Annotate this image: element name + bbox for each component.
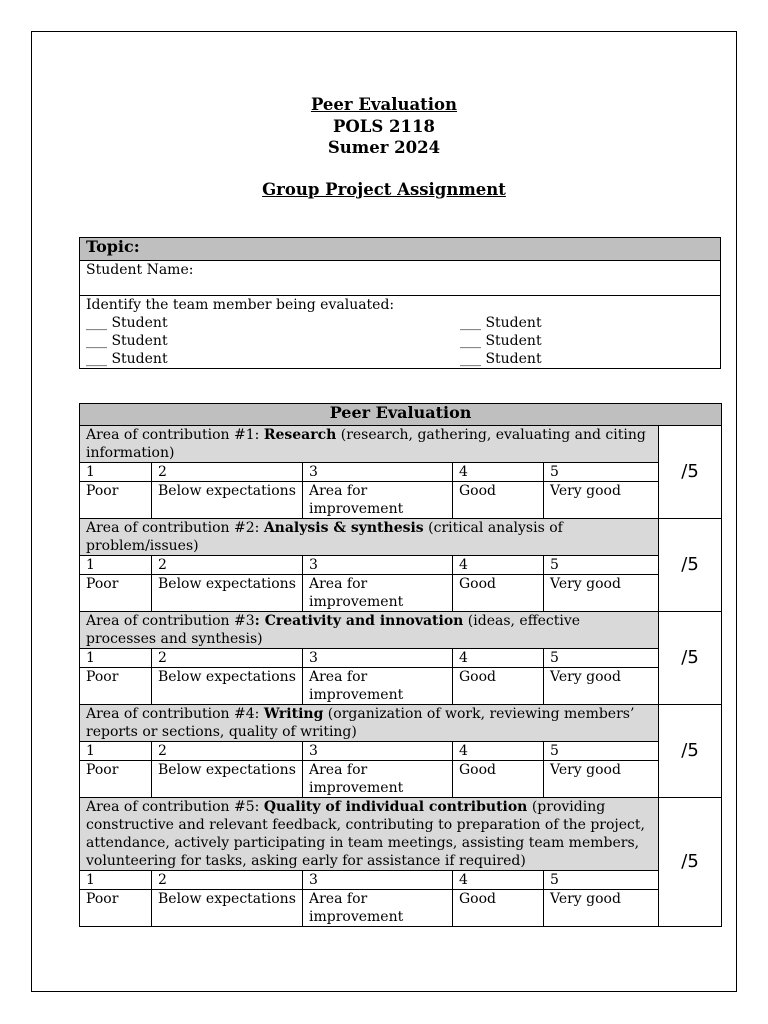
area-name: Quality of individual contribution [263, 799, 528, 815]
scale-label: Good [453, 482, 544, 519]
area-desc: (research, gathering, evaluating and citing information) [86, 427, 646, 461]
member-selection-cell [80, 296, 721, 369]
member-option: ___ Student [86, 333, 168, 349]
scale-number: 4 [453, 463, 544, 482]
scale-number: 4 [453, 556, 544, 575]
topic-table [79, 237, 721, 369]
scale-number: 1 [80, 649, 152, 668]
assignment-title: Group Project Assignment [262, 180, 506, 199]
area-name: Analysis & synthesis [263, 520, 424, 536]
member-option: ___ Student [460, 351, 542, 367]
scale-label: Good [453, 668, 544, 705]
scale-number: 5 [544, 556, 659, 575]
peer-evaluation-table [79, 403, 722, 927]
peer-table-title: Peer Evaluation [80, 404, 722, 426]
area-prefix: Area of contribution #3 [86, 613, 255, 629]
area-prefix: Area of contribution #2: [86, 520, 264, 536]
scale-number: 2 [152, 463, 303, 482]
member-option: ___ Student [460, 315, 542, 331]
area-description [80, 519, 659, 556]
scale-number: 5 [544, 742, 659, 761]
area-score: /5 [659, 705, 722, 798]
course-code: POLS 2118 [333, 117, 435, 136]
scale-number: 1 [80, 556, 152, 575]
area-desc: (ideas, effective processes and synthesis) [86, 613, 581, 647]
scale-number: 2 [152, 556, 303, 575]
scale-label: Good [453, 761, 544, 798]
scale-number: 2 [152, 649, 303, 668]
scale-number: 1 [80, 463, 152, 482]
scale-label: Below expectations [152, 482, 303, 519]
scale-label: Good [453, 575, 544, 612]
area-desc: (organization of work, reviewing members’ reports or sections, quality of writing) [86, 706, 635, 740]
doc-title: Peer Evaluation [310, 95, 458, 114]
members-left [86, 314, 340, 368]
scale-label: Very good [544, 575, 659, 612]
student-name-label: Student Name: [80, 261, 721, 296]
scale-number: 3 [303, 556, 453, 575]
area-description [80, 705, 659, 742]
scale-label: Very good [544, 668, 659, 705]
topic-heading: Topic: [80, 238, 721, 261]
scale-number: 2 [152, 871, 303, 890]
scale-label: Poor [80, 575, 152, 612]
area-name: Research [263, 427, 337, 443]
scale-number: 1 [80, 871, 152, 890]
area-prefix: Area of contribution #4: [86, 706, 264, 722]
scale-label: Poor [80, 761, 152, 798]
scale-number: 2 [152, 742, 303, 761]
scale-number: 5 [544, 871, 659, 890]
scale-label: Area for improvement [303, 890, 453, 927]
scale-label: Very good [544, 890, 659, 927]
area-description [80, 798, 659, 871]
scale-number: 3 [303, 742, 453, 761]
member-option: ___ Student [460, 333, 542, 349]
member-option: ___ Student [86, 351, 168, 367]
identify-label: Identify the team member being evaluated: [86, 297, 395, 313]
scale-number: 3 [303, 463, 453, 482]
scale-label: Area for improvement [303, 668, 453, 705]
scale-label: Below expectations [152, 890, 303, 927]
area-score: /5 [659, 519, 722, 612]
area-name: Writing [263, 706, 324, 722]
scale-number: 3 [303, 649, 453, 668]
area-desc: (providing constructive and relevant feedback, contributing to preparation of the project, attendance, actively participating in team meetings, assisting team members, volunteering for tasks, asking early for assistance if required) [86, 799, 645, 869]
scale-label: Poor [80, 482, 152, 519]
member-option: ___ Student [86, 315, 168, 331]
scale-label: Below expectations [152, 761, 303, 798]
scale-label: Area for improvement [303, 761, 453, 798]
area-score: /5 [659, 612, 722, 705]
scale-number: 3 [303, 871, 453, 890]
members-right [340, 314, 714, 368]
scale-number: 5 [544, 463, 659, 482]
scale-label: Below expectations [152, 575, 303, 612]
scale-number: 4 [453, 742, 544, 761]
scale-label: Poor [80, 668, 152, 705]
scale-label: Poor [80, 890, 152, 927]
area-description [80, 426, 659, 463]
area-description [80, 612, 659, 649]
scale-label: Good [453, 890, 544, 927]
scale-label: Area for improvement [303, 575, 453, 612]
scale-label: Very good [544, 482, 659, 519]
area-prefix: Area of contribution #5: [86, 799, 264, 815]
scale-number: 1 [80, 742, 152, 761]
area-score: /5 [659, 798, 722, 927]
term: Sumer 2024 [327, 138, 441, 157]
area-score: /5 [659, 426, 722, 519]
area-prefix: Area of contribution #1: [86, 427, 264, 443]
scale-label: Below expectations [152, 668, 303, 705]
scale-label: Very good [544, 761, 659, 798]
area-name: : Creativity and innovation [254, 613, 464, 629]
scale-label: Area for improvement [303, 482, 453, 519]
scale-number: 5 [544, 649, 659, 668]
scale-number: 4 [453, 649, 544, 668]
scale-number: 4 [453, 871, 544, 890]
area-desc: (critical analysis of problem/issues) [86, 520, 563, 554]
